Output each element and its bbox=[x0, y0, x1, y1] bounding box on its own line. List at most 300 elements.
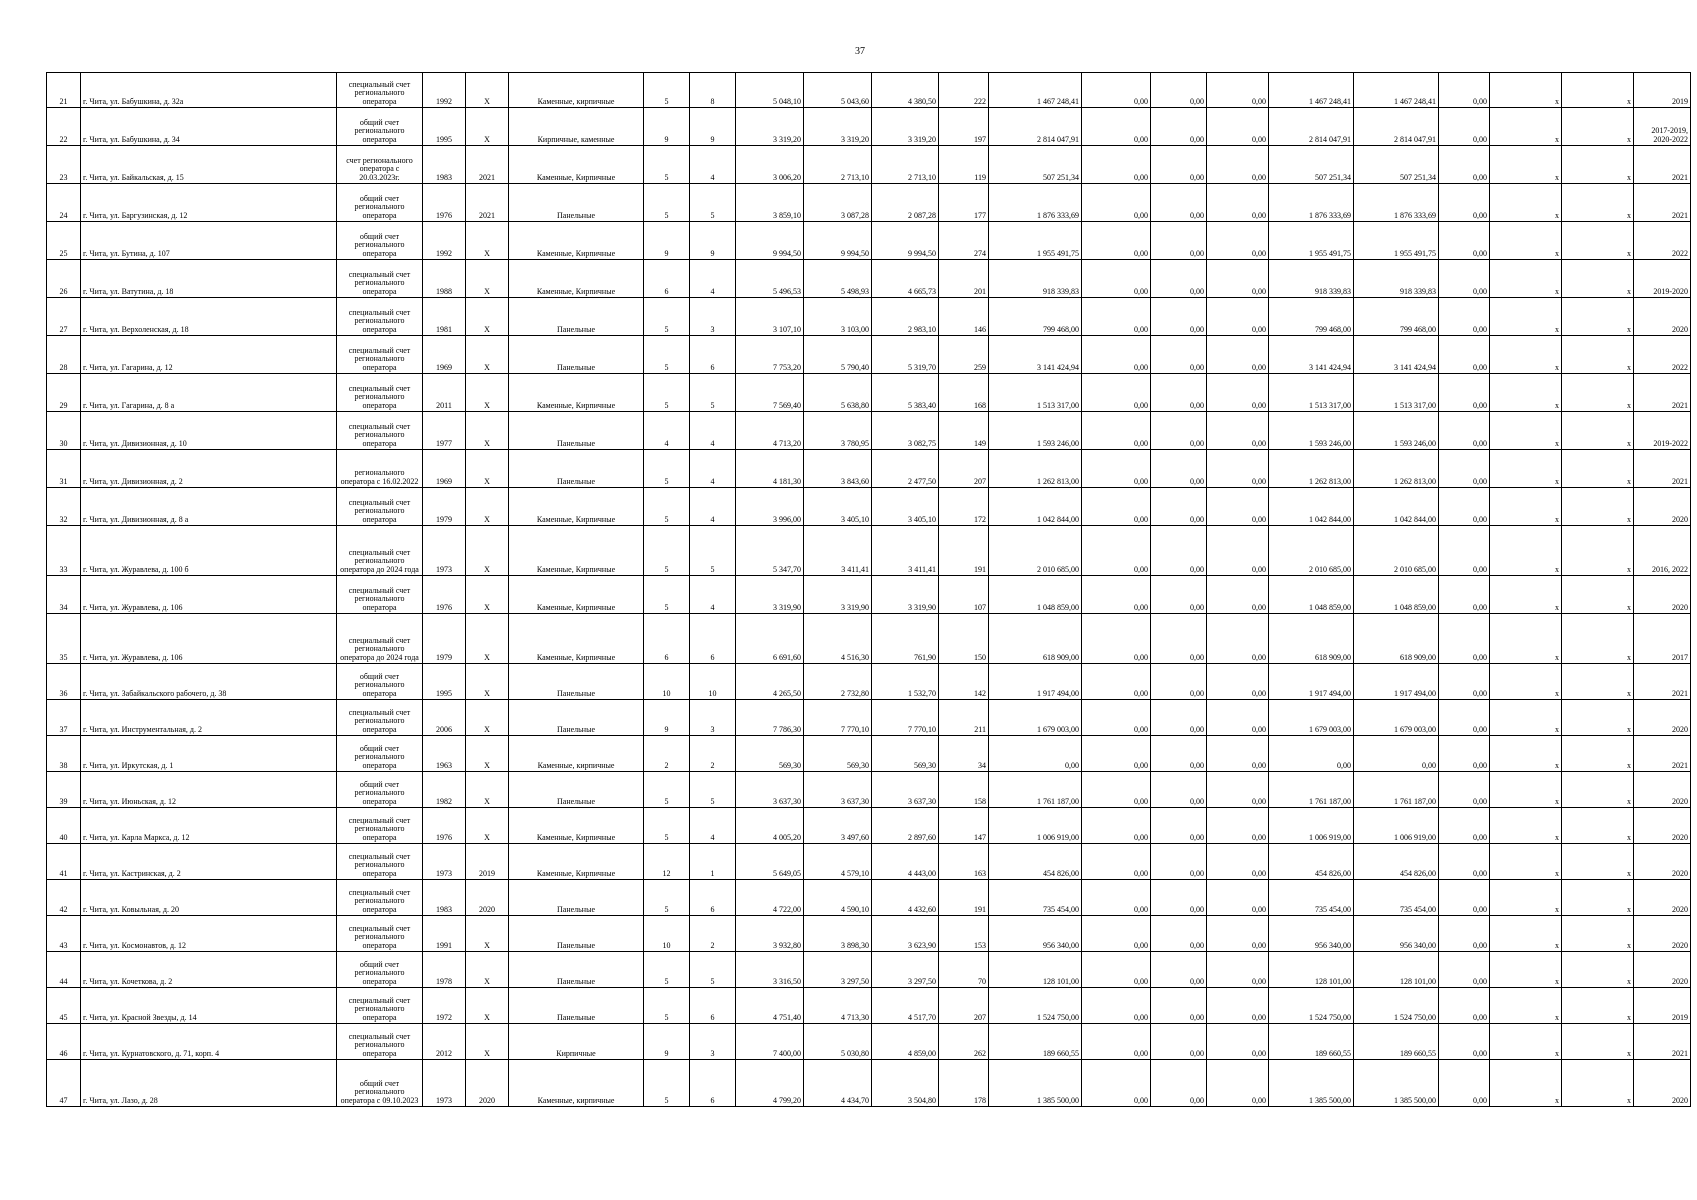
mark-a: x bbox=[1490, 988, 1562, 1024]
entrances-count: 4 bbox=[690, 146, 736, 184]
mark-a: x bbox=[1490, 614, 1562, 664]
cost-total: 2 010 685,00 bbox=[989, 526, 1082, 576]
year-last-repair: X bbox=[466, 614, 509, 664]
table-row bbox=[47, 700, 1691, 736]
cost-regional: 0,00 bbox=[1151, 880, 1207, 916]
area-residential: 4 517,70 bbox=[872, 988, 939, 1024]
cost-owners-contribution: 918 339,83 bbox=[1354, 260, 1439, 298]
year-built: 1983 bbox=[423, 880, 466, 916]
cost-municipal: 0,00 bbox=[1207, 336, 1269, 374]
cost-owners-contribution: 956 340,00 bbox=[1354, 916, 1439, 952]
cost-federal: 0,00 bbox=[1082, 736, 1151, 772]
mark-b: x bbox=[1562, 488, 1634, 526]
cost-municipal: 0,00 bbox=[1207, 184, 1269, 222]
mark-a: x bbox=[1490, 298, 1562, 336]
mark-a: x bbox=[1490, 808, 1562, 844]
floors-count: 5 bbox=[644, 808, 690, 844]
mark-b: x bbox=[1562, 336, 1634, 374]
year-built: 1991 bbox=[423, 916, 466, 952]
floors-count: 9 bbox=[644, 108, 690, 146]
residents-count: 153 bbox=[939, 916, 989, 952]
row-number: 31 bbox=[47, 450, 81, 488]
cost-municipal: 0,00 bbox=[1207, 772, 1269, 808]
residents-count: 70 bbox=[939, 952, 989, 988]
total-area: 4 799,20 bbox=[736, 1060, 804, 1107]
cost-municipal: 0,00 bbox=[1207, 916, 1269, 952]
area-premises: 5 030,80 bbox=[804, 1024, 872, 1060]
area-residential: 5 383,40 bbox=[872, 374, 939, 412]
cost-regional: 0,00 bbox=[1151, 576, 1207, 614]
year-built: 2006 bbox=[423, 700, 466, 736]
year-built: 1976 bbox=[423, 808, 466, 844]
cost-other: 0,00 bbox=[1439, 336, 1490, 374]
year-built: 1976 bbox=[423, 576, 466, 614]
mark-b: x bbox=[1562, 526, 1634, 576]
cost-other: 0,00 bbox=[1439, 916, 1490, 952]
cost-owners: 1 006 919,00 bbox=[1269, 808, 1354, 844]
area-premises: 3 780,95 bbox=[804, 412, 872, 450]
cost-owners: 1 679 003,00 bbox=[1269, 700, 1354, 736]
entrances-count: 6 bbox=[690, 1060, 736, 1107]
area-premises: 3 405,10 bbox=[804, 488, 872, 526]
mark-a: x bbox=[1490, 880, 1562, 916]
cost-owners: 1 467 248,41 bbox=[1269, 73, 1354, 108]
area-premises: 4 579,10 bbox=[804, 844, 872, 880]
mark-b: x bbox=[1562, 700, 1634, 736]
floors-count: 12 bbox=[644, 844, 690, 880]
house-address: г. Чита, ул. Журавлева, д. 100 б bbox=[81, 526, 337, 576]
cost-regional: 0,00 bbox=[1151, 412, 1207, 450]
floors-count: 5 bbox=[644, 336, 690, 374]
cost-federal: 0,00 bbox=[1082, 260, 1151, 298]
fund-account-type: специальный счет регионального оператора bbox=[337, 576, 423, 614]
fund-account-type: общий счет регионального оператора bbox=[337, 952, 423, 988]
area-residential: 3 319,90 bbox=[872, 576, 939, 614]
table-row bbox=[47, 73, 1691, 108]
house-address: г. Чита, ул. Курнатовского, д. 71, корп. 4 bbox=[81, 1024, 337, 1060]
year-built: 1978 bbox=[423, 952, 466, 988]
fund-account-type: специальный счет регионального оператора bbox=[337, 412, 423, 450]
planned-year: 2020 bbox=[1634, 700, 1691, 736]
floors-count: 5 bbox=[644, 576, 690, 614]
residents-count: 259 bbox=[939, 336, 989, 374]
total-area: 7 400,00 bbox=[736, 1024, 804, 1060]
cost-other: 0,00 bbox=[1439, 664, 1490, 700]
planned-year: 2019-2022 bbox=[1634, 412, 1691, 450]
floors-count: 6 bbox=[644, 260, 690, 298]
wall-material: Каменные, кирпичные bbox=[509, 73, 644, 108]
cost-total: 799 468,00 bbox=[989, 298, 1082, 336]
table-row bbox=[47, 374, 1691, 412]
mark-b: x bbox=[1562, 664, 1634, 700]
house-address: г. Чита, ул. Ватутина, д. 18 bbox=[81, 260, 337, 298]
planned-year: 2022 bbox=[1634, 222, 1691, 260]
row-number: 32 bbox=[47, 488, 81, 526]
cost-regional: 0,00 bbox=[1151, 108, 1207, 146]
house-address: г. Чита, ул. Дивизионная, д. 8 а bbox=[81, 488, 337, 526]
mark-a: x bbox=[1490, 260, 1562, 298]
wall-material: Каменные, Кирпичные bbox=[509, 808, 644, 844]
area-premises: 5 790,40 bbox=[804, 336, 872, 374]
mark-a: x bbox=[1490, 412, 1562, 450]
floors-count: 10 bbox=[644, 664, 690, 700]
cost-regional: 0,00 bbox=[1151, 736, 1207, 772]
mark-a: x bbox=[1490, 772, 1562, 808]
cost-federal: 0,00 bbox=[1082, 222, 1151, 260]
row-number: 35 bbox=[47, 614, 81, 664]
year-built: 2012 bbox=[423, 1024, 466, 1060]
planned-year: 2016, 2022 bbox=[1634, 526, 1691, 576]
residents-count: 146 bbox=[939, 298, 989, 336]
cost-federal: 0,00 bbox=[1082, 336, 1151, 374]
planned-year: 2019 bbox=[1634, 988, 1691, 1024]
mark-a: x bbox=[1490, 336, 1562, 374]
mark-b: x bbox=[1562, 880, 1634, 916]
fund-account-type: специальный счет регионального оператора bbox=[337, 700, 423, 736]
mark-b: x bbox=[1562, 260, 1634, 298]
cost-owners: 128 101,00 bbox=[1269, 952, 1354, 988]
cost-owners-contribution: 1 524 750,00 bbox=[1354, 988, 1439, 1024]
planned-year: 2017-2019, 2020-2022 bbox=[1634, 108, 1691, 146]
area-premises: 4 434,70 bbox=[804, 1060, 872, 1107]
year-built: 1973 bbox=[423, 1060, 466, 1107]
fund-account-type: общий счет регионального оператора bbox=[337, 108, 423, 146]
cost-owners-contribution: 1 006 919,00 bbox=[1354, 808, 1439, 844]
cost-owners-contribution: 1 048 859,00 bbox=[1354, 576, 1439, 614]
cost-other: 0,00 bbox=[1439, 184, 1490, 222]
fund-account-type: общий счет регионального оператора bbox=[337, 664, 423, 700]
entrances-count: 4 bbox=[690, 412, 736, 450]
house-address: г. Чита, ул. Карла Маркса, д. 12 bbox=[81, 808, 337, 844]
planned-year: 2017 bbox=[1634, 614, 1691, 664]
row-number: 23 bbox=[47, 146, 81, 184]
cost-federal: 0,00 bbox=[1082, 374, 1151, 412]
house-address: г. Чита, ул. Бабушкина, д. 34 bbox=[81, 108, 337, 146]
row-number: 41 bbox=[47, 844, 81, 880]
mark-b: x bbox=[1562, 736, 1634, 772]
cost-federal: 0,00 bbox=[1082, 184, 1151, 222]
entrances-count: 5 bbox=[690, 952, 736, 988]
cost-total: 1 385 500,00 bbox=[989, 1060, 1082, 1107]
cost-federal: 0,00 bbox=[1082, 526, 1151, 576]
total-area: 6 691,60 bbox=[736, 614, 804, 664]
wall-material: Каменные, Кирпичные bbox=[509, 844, 644, 880]
cost-municipal: 0,00 bbox=[1207, 1024, 1269, 1060]
cost-owners: 1 876 333,69 bbox=[1269, 184, 1354, 222]
total-area: 9 994,50 bbox=[736, 222, 804, 260]
entrances-count: 10 bbox=[690, 664, 736, 700]
area-premises: 3 319,20 bbox=[804, 108, 872, 146]
total-area: 4 751,40 bbox=[736, 988, 804, 1024]
planned-year: 2020 bbox=[1634, 808, 1691, 844]
cost-regional: 0,00 bbox=[1151, 614, 1207, 664]
cost-other: 0,00 bbox=[1439, 260, 1490, 298]
cost-regional: 0,00 bbox=[1151, 73, 1207, 108]
cost-total: 1 593 246,00 bbox=[989, 412, 1082, 450]
cost-other: 0,00 bbox=[1439, 880, 1490, 916]
area-residential: 2 713,10 bbox=[872, 146, 939, 184]
mark-a: x bbox=[1490, 488, 1562, 526]
total-area: 5 496,53 bbox=[736, 260, 804, 298]
table-row bbox=[47, 844, 1691, 880]
year-last-repair: X bbox=[466, 772, 509, 808]
cost-regional: 0,00 bbox=[1151, 450, 1207, 488]
cost-federal: 0,00 bbox=[1082, 614, 1151, 664]
row-number: 43 bbox=[47, 916, 81, 952]
row-number: 46 bbox=[47, 1024, 81, 1060]
entrances-count: 6 bbox=[690, 336, 736, 374]
mark-a: x bbox=[1490, 952, 1562, 988]
mark-b: x bbox=[1562, 808, 1634, 844]
cost-owners-contribution: 1 385 500,00 bbox=[1354, 1060, 1439, 1107]
wall-material: Панельные bbox=[509, 450, 644, 488]
year-last-repair: X bbox=[466, 916, 509, 952]
residents-count: 172 bbox=[939, 488, 989, 526]
house-address: г. Чита, ул. Гагарина, д. 12 bbox=[81, 336, 337, 374]
year-built: 1973 bbox=[423, 526, 466, 576]
residents-count: 211 bbox=[939, 700, 989, 736]
area-residential: 2 983,10 bbox=[872, 298, 939, 336]
house-address: г. Чита, ул. Верхоленская, д. 18 bbox=[81, 298, 337, 336]
table-row bbox=[47, 664, 1691, 700]
floors-count: 10 bbox=[644, 916, 690, 952]
cost-federal: 0,00 bbox=[1082, 664, 1151, 700]
area-premises: 3 411,41 bbox=[804, 526, 872, 576]
cost-other: 0,00 bbox=[1439, 108, 1490, 146]
cost-owners: 618 909,00 bbox=[1269, 614, 1354, 664]
cost-municipal: 0,00 bbox=[1207, 988, 1269, 1024]
planned-year: 2020 bbox=[1634, 1060, 1691, 1107]
total-area: 7 569,40 bbox=[736, 374, 804, 412]
area-residential: 3 411,41 bbox=[872, 526, 939, 576]
wall-material: Каменные, кирпичные bbox=[509, 1060, 644, 1107]
floors-count: 5 bbox=[644, 880, 690, 916]
planned-year: 2021 bbox=[1634, 184, 1691, 222]
cost-owners-contribution: 1 513 317,00 bbox=[1354, 374, 1439, 412]
cost-other: 0,00 bbox=[1439, 1060, 1490, 1107]
cost-total: 507 251,34 bbox=[989, 146, 1082, 184]
cost-municipal: 0,00 bbox=[1207, 298, 1269, 336]
area-residential: 2 087,28 bbox=[872, 184, 939, 222]
cost-other: 0,00 bbox=[1439, 298, 1490, 336]
cost-federal: 0,00 bbox=[1082, 844, 1151, 880]
cost-total: 956 340,00 bbox=[989, 916, 1082, 952]
cost-municipal: 0,00 bbox=[1207, 222, 1269, 260]
house-address: г. Чита, ул. Иркутская, д. 1 bbox=[81, 736, 337, 772]
area-premises: 4 516,30 bbox=[804, 614, 872, 664]
year-last-repair: 2020 bbox=[466, 880, 509, 916]
cost-total: 1 679 003,00 bbox=[989, 700, 1082, 736]
wall-material: Панельные bbox=[509, 412, 644, 450]
mark-b: x bbox=[1562, 73, 1634, 108]
year-built: 1983 bbox=[423, 146, 466, 184]
year-built: 1976 bbox=[423, 184, 466, 222]
wall-material: Каменные, Кирпичные bbox=[509, 260, 644, 298]
area-residential: 7 770,10 bbox=[872, 700, 939, 736]
wall-material: Каменные, кирпичные bbox=[509, 736, 644, 772]
cost-other: 0,00 bbox=[1439, 488, 1490, 526]
cost-regional: 0,00 bbox=[1151, 260, 1207, 298]
cost-federal: 0,00 bbox=[1082, 952, 1151, 988]
total-area: 3 316,50 bbox=[736, 952, 804, 988]
mark-a: x bbox=[1490, 576, 1562, 614]
cost-owners-contribution: 507 251,34 bbox=[1354, 146, 1439, 184]
row-number: 40 bbox=[47, 808, 81, 844]
house-address: г. Чита, ул. Космонавтов, д. 12 bbox=[81, 916, 337, 952]
mark-a: x bbox=[1490, 222, 1562, 260]
area-residential: 2 897,60 bbox=[872, 808, 939, 844]
total-area: 569,30 bbox=[736, 736, 804, 772]
cost-owners: 735 454,00 bbox=[1269, 880, 1354, 916]
mark-a: x bbox=[1490, 1060, 1562, 1107]
cost-owners-contribution: 1 876 333,69 bbox=[1354, 184, 1439, 222]
cost-federal: 0,00 bbox=[1082, 700, 1151, 736]
cost-total: 1 006 919,00 bbox=[989, 808, 1082, 844]
wall-material: Каменные, Кирпичные bbox=[509, 374, 644, 412]
house-address: г. Чита, ул. Ковыльная, д. 20 bbox=[81, 880, 337, 916]
cost-regional: 0,00 bbox=[1151, 336, 1207, 374]
cost-municipal: 0,00 bbox=[1207, 374, 1269, 412]
entrances-count: 1 bbox=[690, 844, 736, 880]
cost-federal: 0,00 bbox=[1082, 108, 1151, 146]
residents-count: 191 bbox=[939, 880, 989, 916]
cost-regional: 0,00 bbox=[1151, 808, 1207, 844]
total-area: 3 637,30 bbox=[736, 772, 804, 808]
residents-count: 150 bbox=[939, 614, 989, 664]
mark-b: x bbox=[1562, 1060, 1634, 1107]
entrances-count: 6 bbox=[690, 988, 736, 1024]
cost-federal: 0,00 bbox=[1082, 298, 1151, 336]
cost-municipal: 0,00 bbox=[1207, 526, 1269, 576]
cost-regional: 0,00 bbox=[1151, 184, 1207, 222]
fund-account-type: общий счет регионального оператора с 09.10.2023 bbox=[337, 1060, 423, 1107]
cost-total: 918 339,83 bbox=[989, 260, 1082, 298]
total-area: 3 319,20 bbox=[736, 108, 804, 146]
wall-material: Каменные, Кирпичные bbox=[509, 222, 644, 260]
entrances-count: 5 bbox=[690, 772, 736, 808]
cost-owners-contribution: 3 141 424,94 bbox=[1354, 336, 1439, 374]
wall-material: Панельные bbox=[509, 772, 644, 808]
mark-a: x bbox=[1490, 700, 1562, 736]
cost-municipal: 0,00 bbox=[1207, 260, 1269, 298]
fund-account-type: общий счет регионального оператора bbox=[337, 736, 423, 772]
floors-count: 5 bbox=[644, 488, 690, 526]
house-address: г. Чита, ул. Журавлева, д. 106 bbox=[81, 576, 337, 614]
mark-b: x bbox=[1562, 916, 1634, 952]
cost-total: 1 524 750,00 bbox=[989, 988, 1082, 1024]
house-address: г. Чита, ул. Кастринская, д. 2 bbox=[81, 844, 337, 880]
cost-owners-contribution: 1 679 003,00 bbox=[1354, 700, 1439, 736]
table-row bbox=[47, 260, 1691, 298]
table-row bbox=[47, 736, 1691, 772]
cost-total: 1 917 494,00 bbox=[989, 664, 1082, 700]
entrances-count: 8 bbox=[690, 73, 736, 108]
fund-account-type: общий счет регионального оператора bbox=[337, 772, 423, 808]
area-residential: 3 623,90 bbox=[872, 916, 939, 952]
mark-b: x bbox=[1562, 374, 1634, 412]
floors-count: 5 bbox=[644, 988, 690, 1024]
entrances-count: 4 bbox=[690, 260, 736, 298]
entrances-count: 9 bbox=[690, 222, 736, 260]
cost-owners: 507 251,34 bbox=[1269, 146, 1354, 184]
cost-federal: 0,00 bbox=[1082, 412, 1151, 450]
row-number: 26 bbox=[47, 260, 81, 298]
cost-total: 618 909,00 bbox=[989, 614, 1082, 664]
fund-account-type: специальный счет регионального оператора до 2024 года bbox=[337, 614, 423, 664]
total-area: 3 006,20 bbox=[736, 146, 804, 184]
planned-year: 2020 bbox=[1634, 772, 1691, 808]
residents-count: 178 bbox=[939, 1060, 989, 1107]
wall-material: Кирпичные, каменные bbox=[509, 108, 644, 146]
planned-year: 2020 bbox=[1634, 916, 1691, 952]
fund-account-type: специальный счет регионального оператора bbox=[337, 73, 423, 108]
cost-federal: 0,00 bbox=[1082, 916, 1151, 952]
total-area: 7 753,20 bbox=[736, 336, 804, 374]
cost-owners: 1 513 317,00 bbox=[1269, 374, 1354, 412]
mark-b: x bbox=[1562, 108, 1634, 146]
residents-count: 177 bbox=[939, 184, 989, 222]
cost-municipal: 0,00 bbox=[1207, 664, 1269, 700]
area-premises: 3 637,30 bbox=[804, 772, 872, 808]
planned-year: 2020 bbox=[1634, 844, 1691, 880]
cost-regional: 0,00 bbox=[1151, 298, 1207, 336]
cost-other: 0,00 bbox=[1439, 374, 1490, 412]
table-row bbox=[47, 184, 1691, 222]
area-residential: 4 665,73 bbox=[872, 260, 939, 298]
table-row bbox=[47, 614, 1691, 664]
cost-owners-contribution: 1 761 187,00 bbox=[1354, 772, 1439, 808]
mark-b: x bbox=[1562, 988, 1634, 1024]
cost-municipal: 0,00 bbox=[1207, 73, 1269, 108]
cost-municipal: 0,00 bbox=[1207, 880, 1269, 916]
cost-municipal: 0,00 bbox=[1207, 808, 1269, 844]
fund-account-type: общий счет регионального оператора bbox=[337, 184, 423, 222]
cost-owners: 189 660,55 bbox=[1269, 1024, 1354, 1060]
fund-account-type: специальный счет регионального оператора bbox=[337, 1024, 423, 1060]
area-premises: 3 898,30 bbox=[804, 916, 872, 952]
cost-federal: 0,00 bbox=[1082, 1060, 1151, 1107]
year-last-repair: X bbox=[466, 576, 509, 614]
cost-federal: 0,00 bbox=[1082, 450, 1151, 488]
cost-owners-contribution: 1 262 813,00 bbox=[1354, 450, 1439, 488]
cost-other: 0,00 bbox=[1439, 576, 1490, 614]
area-residential: 4 380,50 bbox=[872, 73, 939, 108]
fund-account-type: специальный счет регионального оператора bbox=[337, 808, 423, 844]
area-premises: 3 087,28 bbox=[804, 184, 872, 222]
fund-account-type: специальный счет регионального оператора bbox=[337, 844, 423, 880]
mark-b: x bbox=[1562, 450, 1634, 488]
year-last-repair: 2021 bbox=[466, 184, 509, 222]
cost-federal: 0,00 bbox=[1082, 772, 1151, 808]
cost-owners-contribution: 1 593 246,00 bbox=[1354, 412, 1439, 450]
cost-regional: 0,00 bbox=[1151, 1024, 1207, 1060]
cost-municipal: 0,00 bbox=[1207, 844, 1269, 880]
house-address: г. Чита, ул. Дивизионная, д. 2 bbox=[81, 450, 337, 488]
cost-owners: 2 010 685,00 bbox=[1269, 526, 1354, 576]
area-premises: 3 843,60 bbox=[804, 450, 872, 488]
cost-federal: 0,00 bbox=[1082, 488, 1151, 526]
row-number: 37 bbox=[47, 700, 81, 736]
table-row bbox=[47, 916, 1691, 952]
cost-regional: 0,00 bbox=[1151, 916, 1207, 952]
cost-other: 0,00 bbox=[1439, 844, 1490, 880]
year-last-repair: X bbox=[466, 988, 509, 1024]
cost-owners-contribution: 1 917 494,00 bbox=[1354, 664, 1439, 700]
floors-count: 9 bbox=[644, 222, 690, 260]
residents-count: 158 bbox=[939, 772, 989, 808]
residents-count: 274 bbox=[939, 222, 989, 260]
year-built: 1963 bbox=[423, 736, 466, 772]
